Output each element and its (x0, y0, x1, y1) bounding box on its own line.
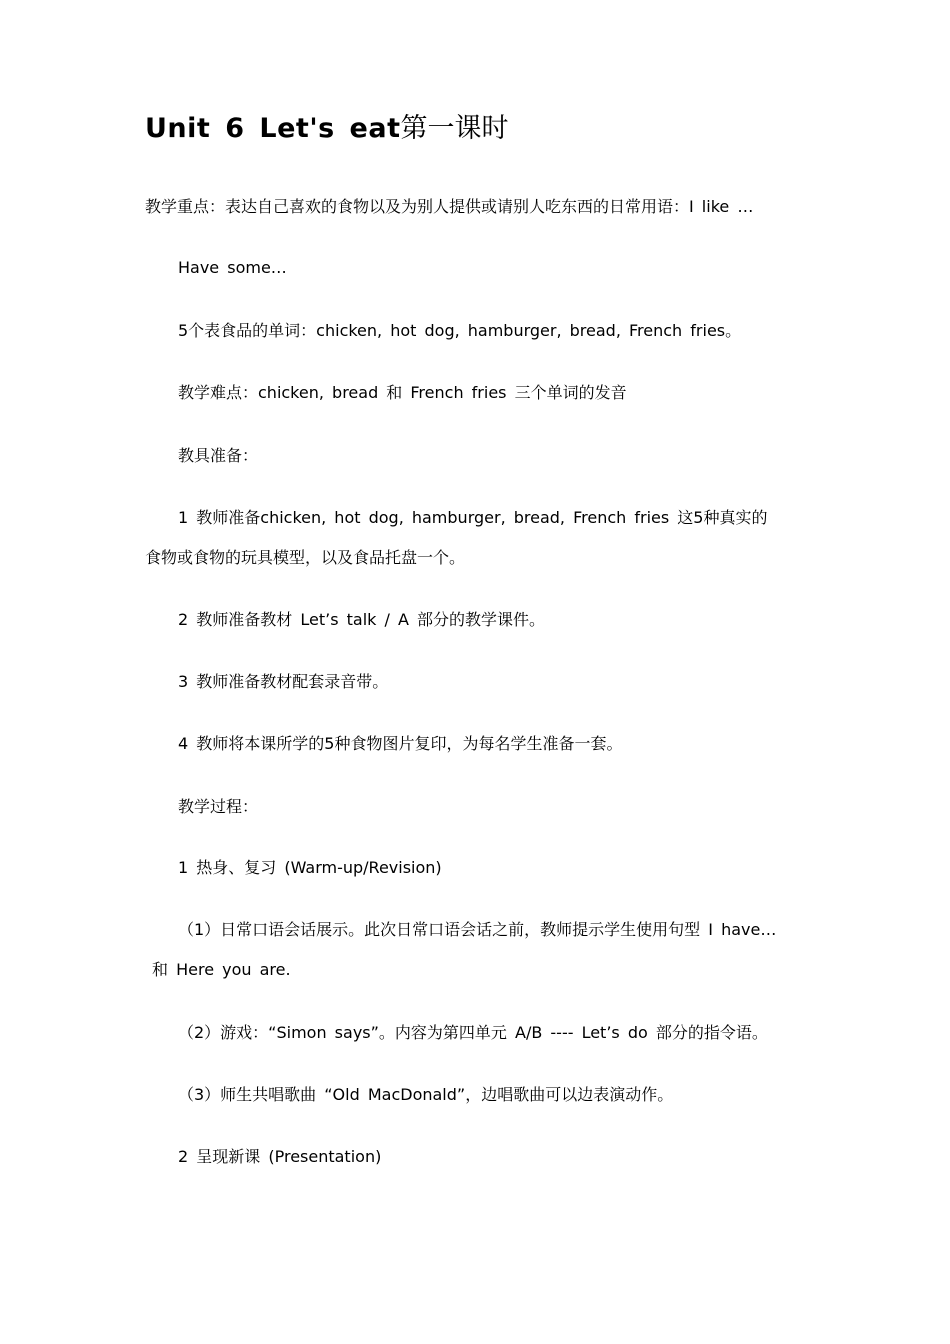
warm-up-step-3: （3）师生共唱歌曲 “Old MacDonald”，边唱歌曲可以边表演动作。 (178, 1085, 674, 1104)
materials-heading: 教具准备： (178, 446, 259, 465)
vocabulary-line: 5个表食品的单词：chicken, hot dog, hamburger, bread, French fries。 (178, 321, 742, 340)
teaching-focus-line: 教学重点：表达自己喜欢的食物以及为别人提供或请别人吃东西的日常用语：I like … (145, 197, 754, 216)
materials-item-1-continued: 食物或食物的玩具模型，以及食品托盘一个。 (145, 548, 466, 567)
title-english: Unit 6 Let's eat (145, 113, 401, 144)
title-chinese: 第一课时 (400, 113, 509, 144)
warm-up-step-1: （1）日常口语会话展示。此次日常口语会话之前，教师提示学生使用句型 I have… (178, 920, 777, 939)
teaching-difficulty-line: 教学难点：chicken, bread 和 French fries 三个单词的发音 (178, 383, 627, 402)
warm-up-step-2: （2）游戏：“Simon says”。内容为第四单元 A/B ---- Let’s do 部分的指令语。 (178, 1023, 768, 1042)
presentation-heading: 2 呈现新课 (Presentation) (178, 1147, 382, 1166)
warm-up-step-1-continued: 和 Here you are. (152, 960, 291, 979)
have-some-line: Have some… (178, 258, 287, 277)
process-heading: 教学过程： (178, 797, 259, 816)
materials-item-2: 2 教师准备教材 Let’s talk / A 部分的教学课件。 (178, 610, 545, 629)
warm-up-heading: 1 热身、复习 (Warm-up/Revision) (178, 858, 442, 877)
materials-item-1: 1 教师准备chicken, hot dog, hamburger, bread, French fries 这5种真实的 (178, 508, 768, 527)
materials-item-3: 3 教师准备教材配套录音带。 (178, 672, 389, 691)
document-title (145, 109, 509, 149)
materials-item-4: 4 教师将本课所学的5种食物图片复印，为每名学生准备一套。 (178, 734, 623, 753)
